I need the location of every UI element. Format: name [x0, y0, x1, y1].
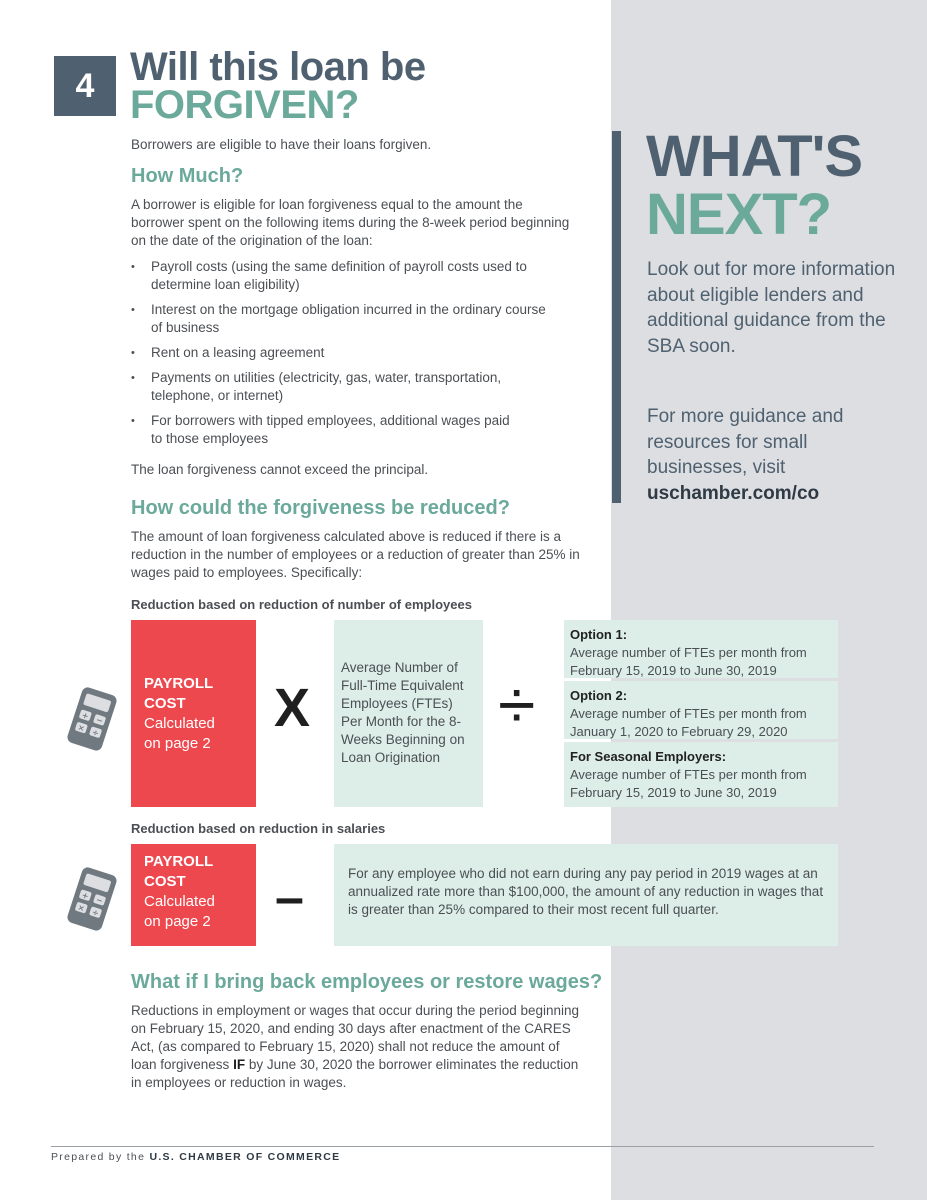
seasonal-option-box: [564, 742, 838, 807]
payroll-cost-label: PAYROLL COST: [144, 853, 213, 890]
restore-emphasis: IF: [233, 1057, 246, 1072]
option-1-box: [564, 620, 838, 678]
page-title: [130, 45, 426, 127]
how-much-heading: How Much?: [131, 165, 244, 187]
intro-text: Borrowers are eligible to have their loans forgiven.: [131, 137, 432, 152]
forgiveness-cap-text: The loan forgiveness cannot exceed the principal.: [131, 462, 429, 477]
restore-text: by June 30, 2020 the borrower eliminates the reduction in employees or reduction in wages.: [131, 1057, 579, 1090]
salary-reduction-text: For any employee who did not earn during any pay period in 2019 wages at an annualized rate more than $100,000, the amount of any reduction in wages that is greater than 25% compared to their most recent full quarter.: [348, 866, 824, 917]
fte-text: Average Number of Full-Time Equivalent Employees (FTEs) Per Month for the 8-Weeks Beginning on Loan Origination: [341, 660, 465, 765]
minus-operator: –: [275, 869, 304, 927]
footer-divider: [51, 1146, 874, 1147]
option-2-title: Option 2:: [570, 688, 628, 703]
restore-heading: What if I bring back employees or restore wages?: [131, 971, 603, 993]
svg-text:×: ×: [76, 722, 86, 734]
list-item: • Rent on a leasing agreement: [131, 344, 581, 362]
title-line-1: Will this loan be: [130, 45, 426, 89]
restore-paragraph: [131, 1002, 586, 1092]
seasonal-option-text: Average number of FTEs per month from February 15, 2019 to June 30, 2019: [570, 767, 807, 800]
whats-next-title: [646, 124, 863, 247]
seasonal-option-title: For Seasonal Employers:: [570, 749, 727, 764]
svg-text:÷: ÷: [90, 907, 101, 919]
divide-operator: ÷: [498, 667, 536, 743]
option-2-text: Average number of FTEs per month from January 1, 2020 to February 29, 2020: [570, 706, 807, 739]
eligible-costs-list: [131, 258, 581, 455]
reduction-heading: How could the forgiveness be reduced?: [131, 497, 510, 519]
payroll-cost-label: PAYROLL COST: [144, 675, 213, 712]
guidance-text: For more guidance and resources for small businesses, visit: [647, 406, 844, 478]
payroll-cost-note: Calculated on page 2: [144, 715, 215, 752]
svg-text:×: ×: [76, 902, 86, 914]
payroll-cost-box: [131, 620, 256, 807]
list-item: • Interest on the mortgage obligation incurred in the ordinary course of business: [131, 301, 581, 337]
title-line-2: FORGIVEN?: [130, 83, 359, 127]
whats-next-line-1: WHAT'S: [646, 124, 863, 189]
svg-text:÷: ÷: [90, 727, 101, 739]
payroll-cost-note: Calculated on page 2: [144, 893, 215, 930]
section-number: 4: [54, 56, 116, 116]
restore-text: Reductions in employment or wages that occur during the period beginning on February 15, 2020, and ending 30 days after enactment of the CARES Act, (as compared to February 15, 2020) shall not reduce the amount of loan forgiveness: [131, 1003, 580, 1072]
whats-next-line-2: NEXT?: [646, 182, 832, 247]
calculator-icon: [64, 686, 120, 752]
list-item: • Payments on utilities (electricity, gas, water, transportation, telephone, or internet): [131, 369, 581, 405]
svg-text:−: −: [94, 715, 105, 726]
salaries-formula-label: Reduction based on reduction in salaries: [131, 821, 386, 836]
employees-formula-label: Reduction based on reduction of number of employees: [131, 597, 472, 612]
fte-box: [334, 620, 483, 807]
calculator-icon: [64, 866, 120, 932]
svg-text:−: −: [94, 895, 105, 906]
whats-next-paragraph: Look out for more information about eligible lenders and additional guidance from the SBA soon.: [647, 259, 896, 357]
option-1-title: Option 1:: [570, 627, 628, 642]
svg-text:+: +: [80, 710, 90, 722]
option-1-text: Average number of FTEs per month from February 15, 2019 to June 30, 2019: [570, 645, 807, 678]
svg-text:+: +: [80, 890, 90, 902]
option-2-box: [564, 681, 838, 739]
reduction-paragraph: The amount of loan forgiveness calculated above is reduced if there is a reduction in the number of employees or a reduction of greater than 25% in wages paid to employees. Specifically:: [131, 529, 580, 580]
footer: [51, 1151, 340, 1163]
how-much-paragraph: A borrower is eligible for loan forgiveness equal to the amount the borrower spent on the following items during the 8-week period beginning on the date of the origination of the loan:: [131, 197, 570, 248]
sidebar-accent-bar: [612, 131, 621, 503]
uschamber-link[interactable]: uschamber.com/co: [647, 482, 820, 504]
footer-org: U.S. CHAMBER OF COMMERCE: [149, 1151, 341, 1163]
list-item: • Payroll costs (using the same definition of payroll costs used to determine loan eligibility): [131, 258, 581, 294]
salary-reduction-box: [334, 844, 838, 946]
multiply-operator: X: [274, 678, 311, 738]
list-item: • For borrowers with tipped employees, additional wages paid to those employees: [131, 412, 581, 448]
footer-prefix: Prepared by the: [51, 1151, 146, 1163]
payroll-cost-box: [131, 844, 256, 946]
guidance-paragraph: [647, 404, 897, 506]
